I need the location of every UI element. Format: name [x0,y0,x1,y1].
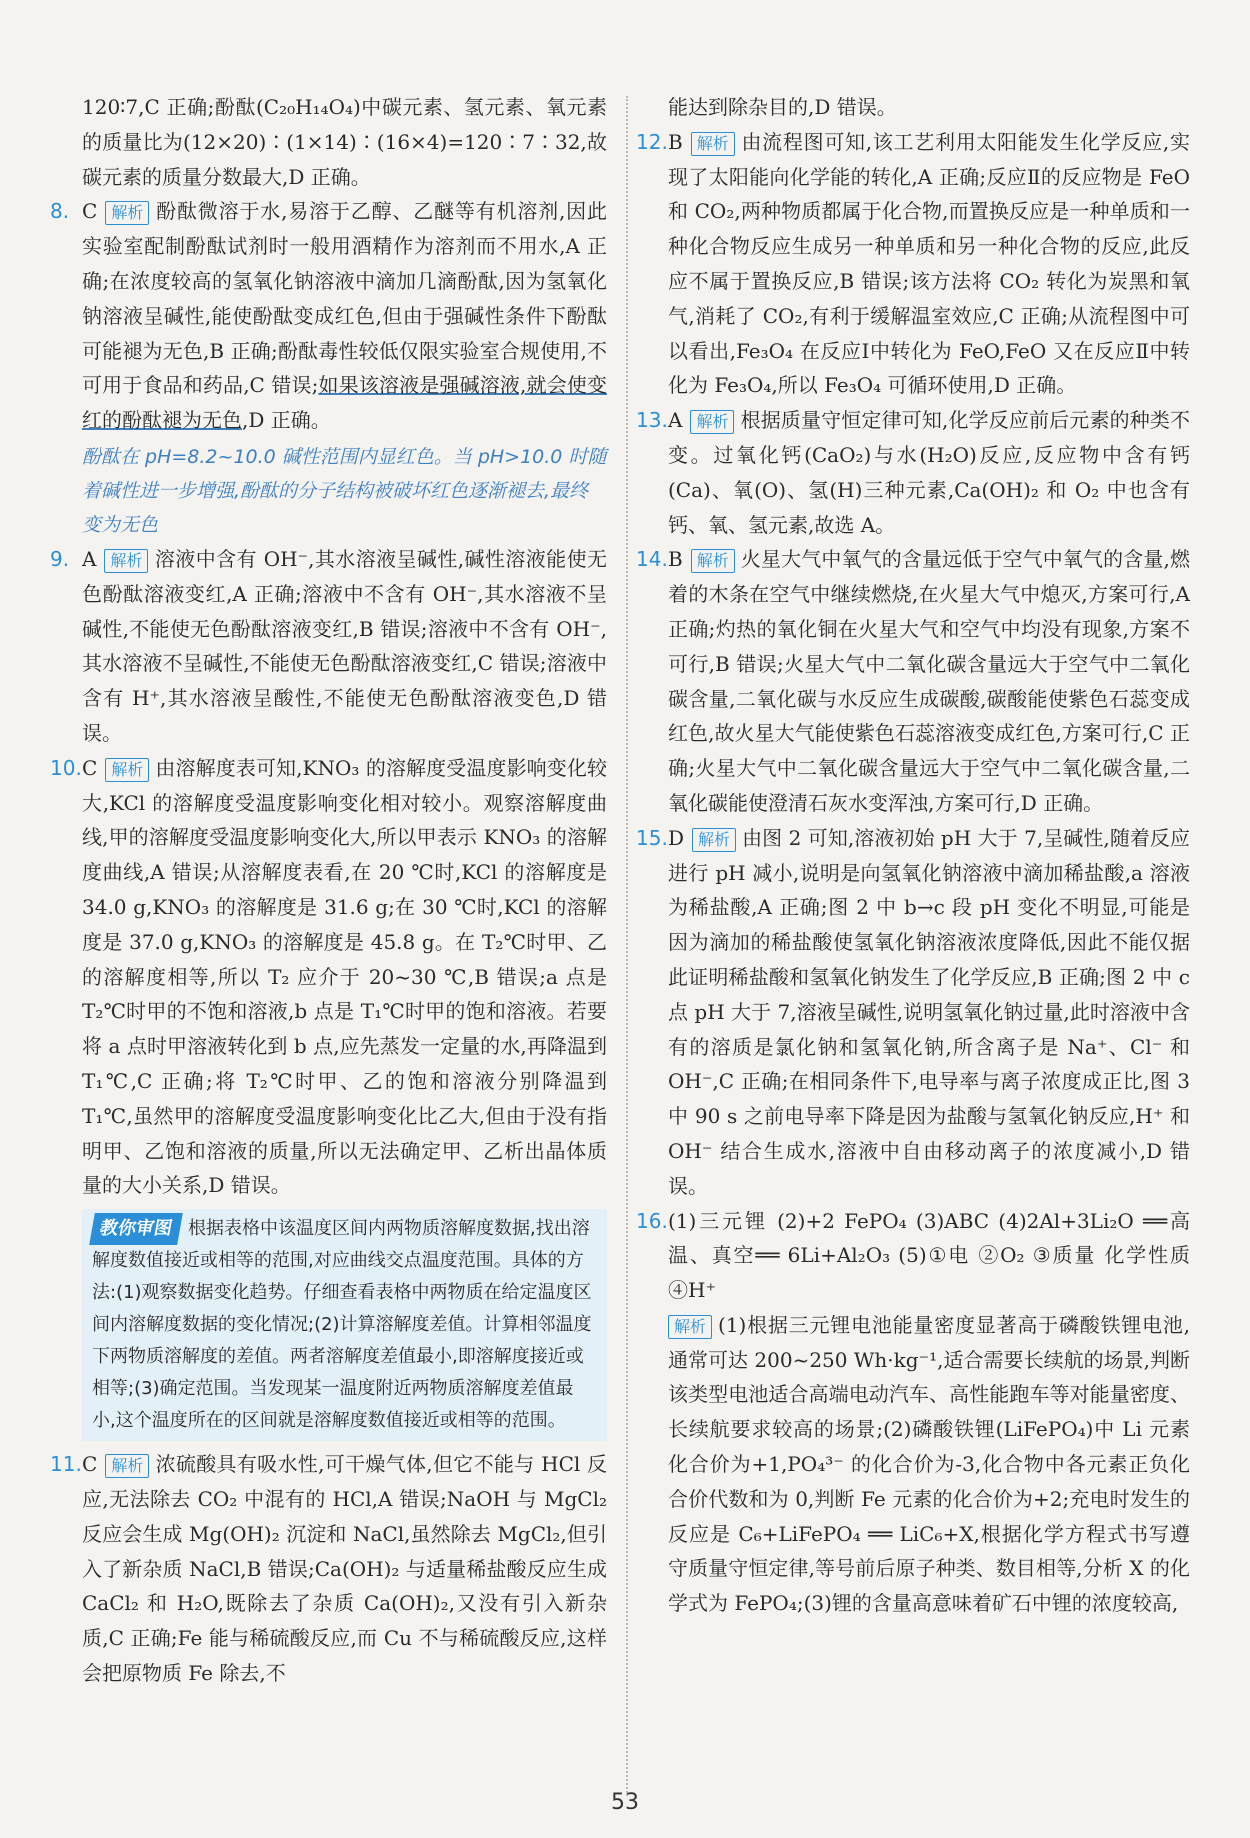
analysis-text: 浓硫酸具有吸水性,可干燥气体,但它不能与 HCl 反应,无法除去 CO₂ 中混有的 HCl,A 错误;NaOH 与 MgCl₂ 反应会生成 Mg(OH)₂ 沉淀和 NaCl,虽然除去 MgCl₂,但引入了新杂质 NaCl,B 错误;Ca(OH)₂ 与适量稀盐酸反应生成 CaCl₂ 和 H₂O,既除去了杂质 Ca(OH)₂,又没有引入新杂质,C 正确;Fe 能与稀硫酸反应,而 Cu 不与稀硫酸反应,这样会把原物质 Fe 除去,不 [82,1452,607,1685]
question-number: 16. [636,1208,668,1233]
answer: A [668,408,683,433]
analysis-tag: 解析 [105,1454,149,1478]
analysis-text: 酚酞微溶于水,易溶于乙醇、乙醚等有机溶剂,因此实验室配制酚酞试剂时一般用酒精作为溶剂而不用水,A 正确;在浓度较高的氢氧化钠溶液中滴加几滴酚酞,因为氢氧化钠溶液呈碱性,能使酚酞变成红色,但由于强碱性条件下酚酞可能褪为无色,B 正确;酚酞毒性较低仅限实验室合规使用,不可用于食品和药品,C 错误; [82,199,607,398]
question-16 [636,1204,1190,1308]
left-column [50,90,607,1691]
analysis-tag: 解析 [691,132,735,156]
page-number: 53 [611,1790,639,1815]
question-13 [636,403,1190,542]
handwritten-note: 酚酞在 pH=8.2~10.0 碱性范围内显红色。当 pH>10.0 时随着碱性进一步增强,酚酞的分子结构被破坏红色逐渐褪去,最终变为无色 [82,445,607,536]
answer: A [82,546,97,571]
right-intro: 能达到除杂目的,D 错误。 [668,95,897,119]
answer-text: (1)三元锂 (2)+2 FePO₄ (3)ABC (4)2Al+3Li₂O ══高温、真空══ 6Li+Al₂O₃ (5)①电 ②O₂ ③质量 化学性质 ④H⁺ [668,1208,1190,1303]
analysis-tag: 解析 [104,549,148,573]
analysis-text: 由溶解度表可知,KNO₃ 的溶解度受温度影响变化较大,KCl 的溶解度受温度影响变化相对较小。观察溶解度曲线,甲的溶解度受温度影响变化大,所以甲表示 KNO₃ 的溶解度曲线,A 错误;从溶解度表看,在 20 ℃时,KCl 的溶解度是 34.0 g,KNO₃ 的溶解度是 31.6 g;在 30 ℃时,KCl 的溶解度是 37.0 g,KNO₃ 的溶解度是 45.8 g。在 T₂℃时甲、乙的溶解度相等,所以 T₂ 应介于 20~30 ℃,B 错误;a 点是 T₂℃时甲的不饱和溶液,b 点是 T₁℃时甲的饱和溶液。若要将 a 点时甲溶液转化到 b 点,应先蒸发一定量的水,再降温到 T₁℃,C 正确;将 T₂℃时甲、乙的饱和溶液分别降温到 T₁℃,虽然甲的溶解度受温度影响变化比乙大,但由于没有指明甲、乙饱和溶液的质量,所以无法确定甲、乙析出晶体质量的大小关系,D 错误。 [82,755,607,1198]
analysis-text: 火星大气中氧气的含量远低于空气中氧气的含量,燃着的木条在空气中继续燃烧,在火星大气中熄灭,方案可行,A 正确;灼热的氧化铜在火星大气和空气中均没有现象,方案不可行,B 错误;火星大气中二氧化碳含量远大于空气中二氧化碳含量,二氧化碳与水反应生成碳酸,碳酸能使紫色石蕊变成红色,故火星大气能使紫色石蕊溶液变成红色,方案可行,C 正确;火星大气中二氧化碳含量远大于空气中二氧化碳含量,二氧化碳能使澄清石灰水变浑浊,方案可行,D 正确。 [668,547,1190,815]
question-number: 10. [50,755,82,780]
question-number: 15. [636,825,668,850]
analysis-tag: 解析 [691,549,735,573]
answer: B [668,129,683,154]
answer: D [668,825,685,850]
question-14 [636,542,1190,820]
question-number: 11. [50,1452,82,1477]
analysis-text: 由图 2 可知,溶液初始 pH 大于 7,呈碱性,随着反应进行 pH 减小,说明是向氢氧化钠溶液中滴加稀盐酸,a 溶液为稀盐酸,A 正确;图 2 中 b→c 段 pH 变化不明显,可能是因为滴加的稀盐酸使氢氧化钠溶液浓度降低,因此不能仅据此证明稀盐酸和氢氧化钠发生了化学反应,B 正确;图 2 中 c 点 pH 大于 7,溶液呈碱性,说明氢氧化钠过量,此时溶液中含有的溶质是氯化钠和氢氧化钠,所含离子是 Na⁺、Cl⁻ 和 OH⁻,C 正确;在相同条件下,电导率与离子浓度成正比,图 3 中 90 s 之前电导率下降是因为盐酸与氢氧化钠反应,H⁺ 和 OH⁻ 结合生成水,溶液中自由移动离子的浓度减小,D 错误。 [668,825,1190,1198]
question-16-analysis [668,1308,1190,1621]
answer: B [668,547,683,572]
left-intro: 120∶7,C 正确;酚酞(C₂₀H₁₄O₄)中碳元素、氢元素、氧元素的质量比为(12×20)∶(1×14)∶(16×4)=120∶7∶32,故碳元素的质量分数最大,D 正确。 [82,95,607,189]
analysis-tag: 解析 [105,201,149,225]
analysis-tag: 解析 [690,410,734,434]
tip-text: 根据表格中该温度区间内两物质溶解度数据,找出溶解度数值接近或相等的范围,对应曲线交点温度范围。具体的方法:(1)观察数据变化趋势。仔细查看表格中两物质在给定温度区间内溶解度数据的变化情况;(2)计算溶解度差值。计算相邻温度下两物质溶解度的差值。两者溶解度差值最小,即溶解度接近或相等;(3)确定范围。当发现某一温度附近两物质溶解度差值最小,这个温度所在的区间就是溶解度数值接近或相等的范围。 [92,1218,592,1432]
analysis-text: 根据质量守恒定律可知,化学反应前后元素的种类不变。过氧化钙(CaO₂)与水(H₂O)反应,反应物中含有钙(Ca)、氧(O)、氢(H)三种元素,Ca(OH)₂ 和 O₂ 中也含有钙、氧、氢元素,故选 A。 [668,408,1190,537]
answer: C [82,1452,98,1477]
analysis-tag: 解析 [692,828,736,852]
question-15 [636,821,1190,1204]
analysis-text: 由流程图可知,该工艺利用太阳能发生化学反应,实现了太阳能向化学能的转化,A 正确;反应Ⅱ的反应物是 FeO 和 CO₂,两种物质都属于化合物,而置换反应是一种单质和一种化合物反应生成另一种单质和另一种化合物的反应,此反应不属于置换反应,B 错误;该方法将 CO₂ 转化为炭黑和氧气,消耗了 CO₂,有利于缓解温室效应,C 正确;从流程图中可以看出,Fe₃O₄ 在反应Ⅰ中转化为 FeO,FeO 又在反应Ⅱ中转化为 Fe₃O₄,所以 Fe₃O₄ 可循环使用,D 正确。 [668,129,1190,398]
question-number: 8. [50,199,70,224]
answer: C [82,199,98,224]
question-11 [50,1447,607,1691]
question-number: 13. [636,408,668,433]
underlined-text: 如果该溶液是强碱溶液,就会使变红的酚酞褪为无色 [82,373,607,433]
question-number: 14. [636,547,668,572]
analysis-tag: 解析 [668,1315,712,1339]
column-divider [626,96,628,1796]
answer: C [82,755,98,780]
analysis-tag: 解析 [105,758,149,782]
analysis-tail: ,D 正确。 [242,408,331,433]
right-column [636,90,1190,1621]
analysis-text: 溶液中含有 OH⁻,其水溶液呈碱性,碱性溶液能使无色酚酞溶液变红,A 正确;溶液中不含有 OH⁻,其水溶液不呈碱性,不能使无色酚酞溶液变红,B 错误;溶液中不含有 OH⁻,其水溶液不呈碱性,不能使无色酚酞溶液变红,C 错误;溶液中含有 H⁺,其水溶液呈酸性,不能使无色酚酞溶液变色,D 错误。 [82,546,607,745]
question-8 [50,194,607,438]
question-12 [636,125,1190,403]
question-number: 12. [636,129,668,154]
question-number: 9. [50,546,70,571]
analysis-text: (1)根据三元锂电池能量密度显著高于磷酸铁锂电池,通常可达 200~250 Wh·kg⁻¹,适合需要长续航的场景,判断该类型电池适合高端电动汽车、高性能跑车等对能量密度、长续航要求较高的场景;(2)磷酸铁锂(LiFePO₄)中 Li 元素化合价为+1,PO₄³⁻ 的化合价为-3,化合物中各元素正负化合价代数和为 0,判断 Fe 元素的化合价为+2;充电时发生的反应是 C₆+LiFePO₄ ══ LiC₆+X,根据化学方程式书写遵守质量守恒定律,等号前后原子种类、数目相等,分析 X 的化学式为 FePO₄;(3)锂的含量高意味着矿石中锂的浓度较高, [668,1312,1190,1616]
question-9 [50,542,607,751]
tip-box [82,1209,607,1441]
tip-tag: 教你审图 [89,1213,183,1245]
question-10 [50,751,607,1203]
